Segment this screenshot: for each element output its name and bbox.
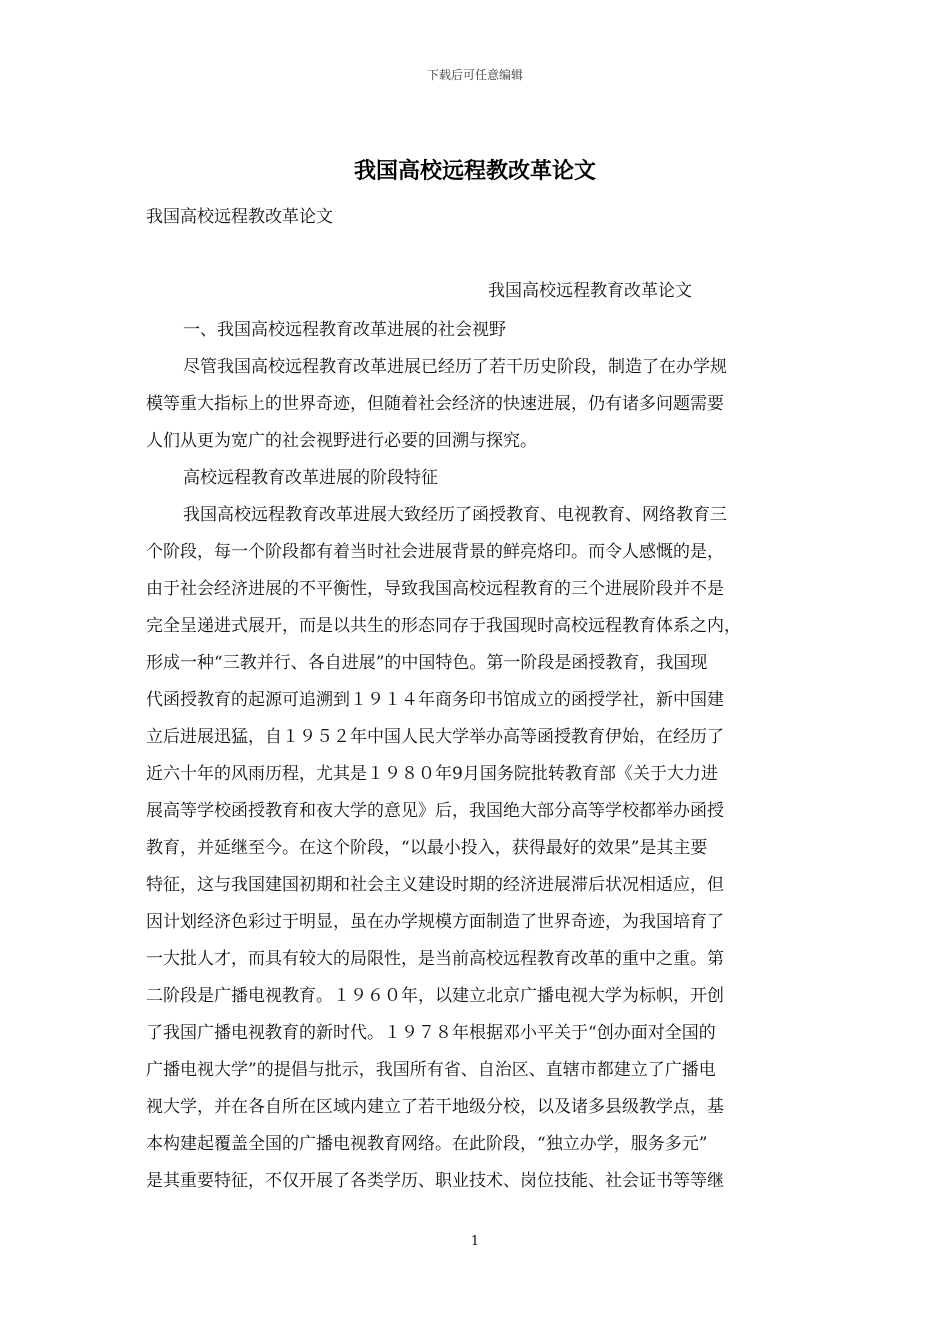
paragraph-line: 因计划经济色彩过于明显，虽在办学规模方面制造了世界奇迹，为我国培育了 xyxy=(146,912,724,932)
paragraph-line: 尽管我国高校远程教育改革进展已经历了若干历史阶段，制造了在办学规 xyxy=(183,357,727,377)
paragraph-line: 展高等学校函授教育和夜大学的意见》后，我国绝大部分高等学校都举办函授 xyxy=(146,801,724,821)
paragraph-line: 广播电视大学”的提倡与批示，我国所有省、自治区、直辖市都建立了广播电 xyxy=(146,1060,716,1080)
paragraph-line: 由于社会经济进展的不平衡性，导致我国高校远程教育的三个进展阶段并不是 xyxy=(146,579,724,599)
section-title: 我国高校远程教育改革论文 xyxy=(488,281,692,301)
document-title: 我国高校远程教改革论文 xyxy=(353,158,596,184)
paragraph-line: 个阶段，每一个阶段都有着当时社会进展背景的鲜亮烙印。而令人感慨的是， xyxy=(146,542,724,562)
page-header-note: 下载后可任意编辑 xyxy=(426,68,523,82)
paragraph-line: 特征，这与我国建国初期和社会主义建设时期的经济进展滞后状况相适应，但 xyxy=(146,875,724,895)
paragraph-line: 立后进展迅猛，自１９５２年中国人民大学举办高等函授教育伊始，在经历了 xyxy=(146,727,724,747)
paragraph-line: 形成一种“三教并行、各自进展”的中国特色。第一阶段是函授教育，我国现 xyxy=(146,653,708,673)
paragraph-line: 视大学，并在各自所在区域内建立了若干地级分校，以及诸多县级教学点，基 xyxy=(146,1097,724,1117)
document-body xyxy=(146,312,816,1200)
subsection-heading: 高校远程教育改革进展的阶段特征 xyxy=(183,468,438,488)
paragraph-line: 一大批人才，而具有较大的局限性，是当前高校远程教育改革的重中之重。第 xyxy=(146,949,724,969)
paragraph-line: 二阶段是广播电视教育。１９６０年，以建立北京广播电视大学为标帜，开创 xyxy=(146,986,724,1006)
paragraph-line: 完全呈递进式展开，而是以共生的形态同存于我国现时高校远程教育体系之内， xyxy=(146,616,741,636)
paragraph-line: 教育，并延继至今。在这个阶段，“以最小投入，获得最好的效果”是其主要 xyxy=(146,838,708,858)
paragraph-line: 模等重大指标上的世界奇迹，但随着社会经济的快速进展，仍有诸多问题需要 xyxy=(146,394,724,414)
paragraph-line: 是其重要特征，不仅开展了各类学历、职业技术、岗位技能、社会证书等等继 xyxy=(146,1171,724,1191)
paragraph-line: 本构建起覆盖全国的广播电视教育网络。在此阶段，“独立办学，服务多元” xyxy=(146,1134,708,1154)
paragraph-line: 近六十年的风雨历程，尤其是１９８０年9月国务院批转教育部《关于大力进 xyxy=(146,764,718,784)
paragraph-line: 我国高校远程教育改革进展大致经历了函授教育、电视教育、网络教育三 xyxy=(183,505,727,525)
page-number: 1 xyxy=(470,1234,480,1249)
paragraph-line: 了我国广播电视教育的新时代。１９７８年根据邓小平关于“创办面对全国的 xyxy=(146,1023,716,1043)
document-subtitle: 我国高校远程教改革论文 xyxy=(146,207,333,227)
paragraph-line: 人们从更为宽广的社会视野进行必要的回溯与探究。 xyxy=(146,431,537,451)
section-heading: 一、我国高校远程教育改革进展的社会视野 xyxy=(183,320,506,340)
paragraph-line: 代函授教育的起源可追溯到１９１４年商务印书馆成立的函授学社，新中国建 xyxy=(146,690,724,710)
